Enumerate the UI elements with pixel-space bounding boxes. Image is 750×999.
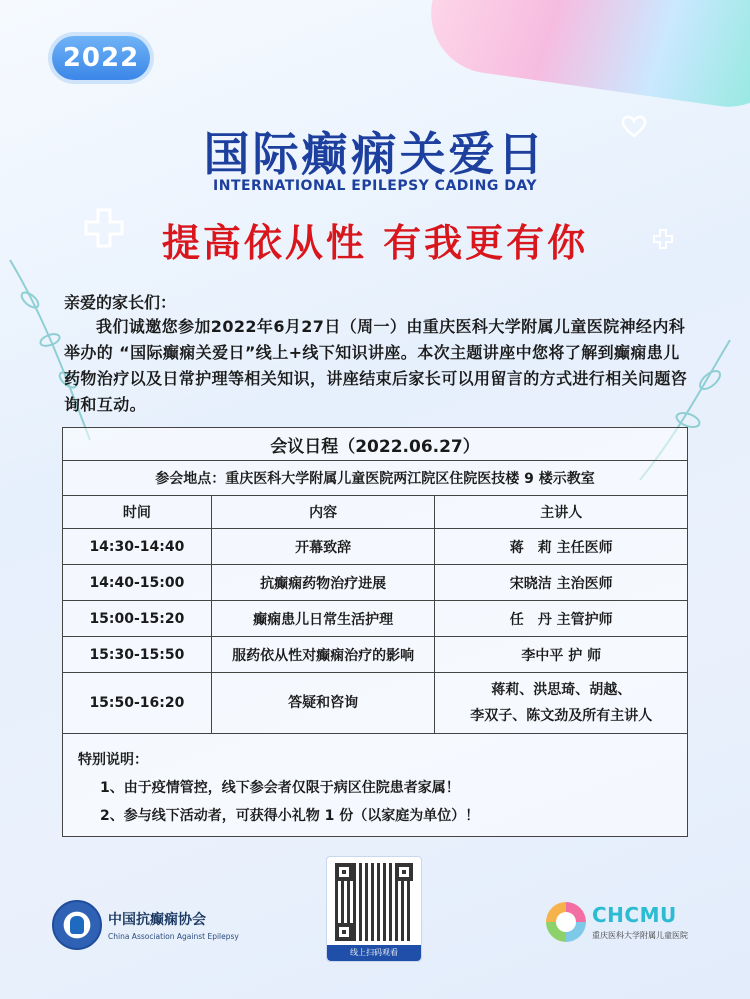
- column-header-time: 时间: [63, 496, 212, 529]
- session-speaker: 李中平 护 师: [435, 637, 688, 673]
- session-content: 开幕致辞: [211, 529, 435, 565]
- caae-seal-icon: [52, 900, 102, 950]
- session-content: 抗癫痫药物治疗进展: [211, 565, 435, 601]
- speaker-line: 李双子、陈文劲及所有主讲人: [470, 708, 653, 724]
- session-speaker: 任 丹 主管护师: [435, 601, 688, 637]
- session-time: 15:30-15:50: [63, 637, 212, 673]
- speaker-line: 蒋莉、洪思琦、胡越、: [491, 682, 632, 698]
- table-row: [63, 637, 688, 673]
- chcmu-logo: [546, 902, 688, 942]
- caae-logo: [52, 900, 239, 950]
- note-item: 1、由于疫情管控，线下参会者仅限于病区住院患者家属！: [100, 780, 460, 796]
- table-row: [63, 673, 688, 734]
- session-speaker: 宋晓洁 主治医师: [435, 565, 688, 601]
- qr-caption: 线上扫码观看: [327, 945, 421, 961]
- table-row: [63, 601, 688, 637]
- session-time: 15:50-16:20: [63, 673, 212, 734]
- session-time: 15:00-15:20: [63, 601, 212, 637]
- decorative-ribbon: [423, 0, 750, 114]
- english-subtitle: INTERNATIONAL EPILEPSY CADING DAY: [213, 178, 537, 194]
- schedule-table: [62, 427, 688, 734]
- meeting-location: 参会地点：重庆医科大学附属儿童医院两江院区住院医技楼 9 楼示教室: [63, 461, 688, 496]
- table-row: [63, 529, 688, 565]
- session-time: 14:40-15:00: [63, 565, 212, 601]
- column-header-content: 内容: [211, 496, 435, 529]
- table-header-row: [63, 496, 688, 529]
- note-item: 2、参与线下活动者，可获得小礼物 1 份（以家庭为单位）！: [100, 808, 480, 824]
- special-notes: [78, 747, 678, 831]
- hospital-name: 重庆医科大学附属儿童医院: [592, 931, 688, 940]
- schedule-title: 会议日程（2022.06.27）: [63, 428, 688, 461]
- location-row: [63, 461, 688, 496]
- chcmu-name: CHCMU: [592, 903, 677, 927]
- session-speaker: 蒋 莉 主任医师: [435, 529, 688, 565]
- caae-name-en: China Association Against Epilepsy: [108, 932, 239, 941]
- schedule-title-row: [63, 428, 688, 461]
- invitation-text: 我们诚邀您参加2022年6月27日（周一）由重庆医科大学附属儿童医院神经内科举办的 “国际癫痫关爱日”线上+线下知识讲座。本次主题讲座中您将了解到癫痫患儿药物治疗以及日常护理等相关知识，讲座结束后家长可以用留言的方式进行相关问题咨询和互动。: [64, 317, 688, 414]
- caae-name-cn: 中国抗癫痫协会: [108, 912, 206, 928]
- slogan: 提高依从性 有我更有你: [161, 221, 589, 265]
- qr-code-card[interactable]: [326, 856, 422, 962]
- chcmu-mark-icon: [546, 902, 586, 942]
- qr-code-icon[interactable]: [335, 863, 413, 941]
- session-time: 14:30-14:40: [63, 529, 212, 565]
- column-header-speaker: 主讲人: [435, 496, 688, 529]
- greeting: 亲爱的家长们：: [64, 293, 177, 312]
- year-badge: 2022: [52, 36, 150, 80]
- session-speaker: [435, 673, 688, 734]
- table-row: [63, 565, 688, 601]
- page-title: 国际癫痫关爱日: [203, 127, 547, 181]
- notes-heading: 特别说明：: [78, 752, 148, 768]
- session-content: 答疑和咨询: [211, 673, 435, 734]
- session-content: 癫痫患儿日常生活护理: [211, 601, 435, 637]
- session-content: 服药依从性对癫痫治疗的影响: [211, 637, 435, 673]
